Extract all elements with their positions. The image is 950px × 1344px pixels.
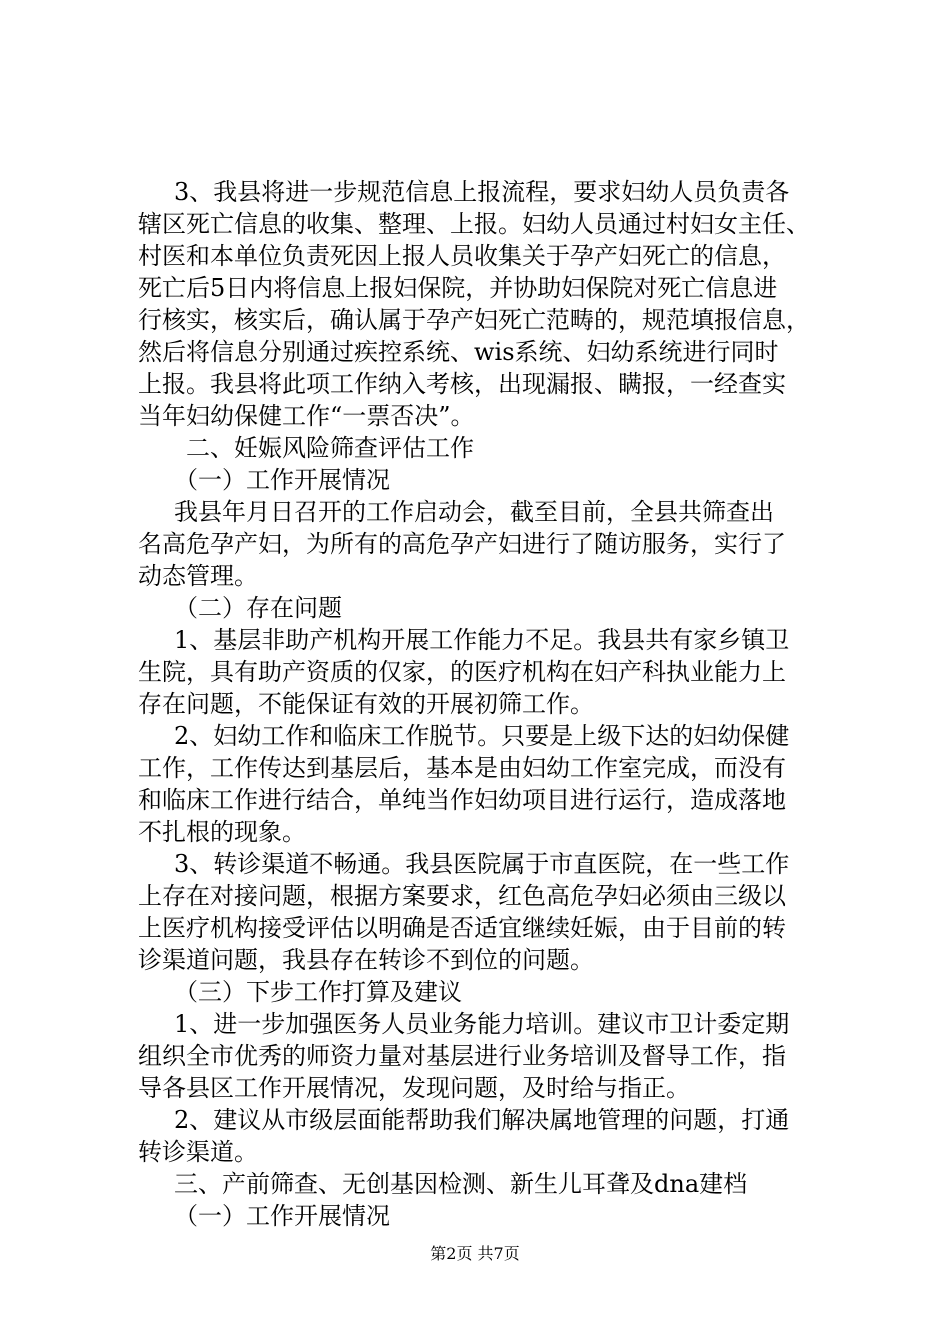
paragraph-line: 死亡后5日内将信息上报妇保院，并协助妇保院对死亡信息进 — [138, 274, 778, 302]
paragraph-line: 当年妇幼保健工作“一票否决”。 — [138, 402, 475, 430]
paragraph-line: 动态管理。 — [138, 562, 258, 590]
paragraph-line: 3、转诊渠道不畅通。我县医院属于市直医院，在一些工作 — [174, 850, 790, 878]
paragraph-line: 不扎根的现象。 — [138, 818, 306, 846]
paragraph-line: 导各县区工作开展情况，发现问题，及时给与指正。 — [138, 1074, 690, 1102]
paragraph-line: 村医和本单位负责死因上报人员收集关于孕产妇死亡的信息， — [138, 242, 786, 270]
document-body — [138, 176, 836, 1232]
subsection-heading: （三）下步工作打算及建议 — [174, 978, 462, 1006]
paragraph-line: 和临床工作进行结合，单纯当作妇幼项目进行运行，造成落地 — [138, 786, 786, 814]
paragraph-line: 转诊渠道。 — [138, 1138, 258, 1166]
paragraph-line: 1、进一步加强医务人员业务能力培训。建议市卫计委定期 — [174, 1010, 790, 1038]
subsection-heading: （一）工作开展情况 — [174, 1202, 390, 1230]
subsection-heading: （一）工作开展情况 — [174, 466, 390, 494]
paragraph-line: 诊渠道问题，我县存在转诊不到位的问题。 — [138, 946, 594, 974]
paragraph-line: 名高危孕产妇，为所有的高危孕产妇进行了随访服务，实行了 — [138, 530, 786, 558]
paragraph-line: 工作，工作传达到基层后，基本是由妇幼工作室完成，而没有 — [138, 754, 786, 782]
paragraph-line: 上存在对接问题，根据方案要求，红色高危孕妇必须由三级以 — [138, 882, 786, 910]
page-footer — [0, 1244, 950, 1264]
paragraph-line: 生院，具有助产资质的仅家，的医疗机构在妇产科执业能力上 — [138, 658, 786, 686]
section-heading: 二、妊娠风险筛查评估工作 — [186, 434, 474, 462]
paragraph-line: 辖区死亡信息的收集、整理、上报。妇幼人员通过村妇女主任、 — [138, 210, 810, 238]
paragraph-line: 我县年月日召开的工作启动会，截至目前，全县共筛查出 — [174, 498, 774, 526]
paragraph-line: 2、建议从市级层面能帮助我们解决属地管理的问题，打通 — [174, 1106, 790, 1134]
paragraph-line: 行核实，核实后，确认属于孕产妇死亡范畴的，规范填报信息， — [138, 306, 810, 334]
paragraph-line: 3、我县将进一步规范信息上报流程，要求妇幼人员负责各 — [174, 178, 790, 206]
section-heading: 三、产前筛查、无创基因检测、新生儿耳聋及dna建档 — [174, 1170, 748, 1198]
paragraph-line: 上医疗机构接受评估以明确是否适宜继续妊娠，由于目前的转 — [138, 914, 786, 942]
paragraph-line: 上报。我县将此项工作纳入考核，出现漏报、瞒报，一经查实 — [138, 370, 786, 398]
paragraph-line: 存在问题，不能保证有效的开展初筛工作。 — [138, 690, 594, 718]
subsection-heading: （二）存在问题 — [174, 594, 342, 622]
page-number-label: 第2页 共7页 — [430, 1244, 520, 1263]
paragraph-line: 然后将信息分别通过疾控系统、wis系统、妇幼系统进行同时 — [138, 338, 779, 366]
paragraph-line: 2、妇幼工作和临床工作脱节。只要是上级下达的妇幼保健 — [174, 722, 790, 750]
paragraph-line: 组织全市优秀的师资力量对基层进行业务培训及督导工作，指 — [138, 1042, 786, 1070]
paragraph-line: 1、基层非助产机构开展工作能力不足。我县共有家乡镇卫 — [174, 626, 790, 654]
